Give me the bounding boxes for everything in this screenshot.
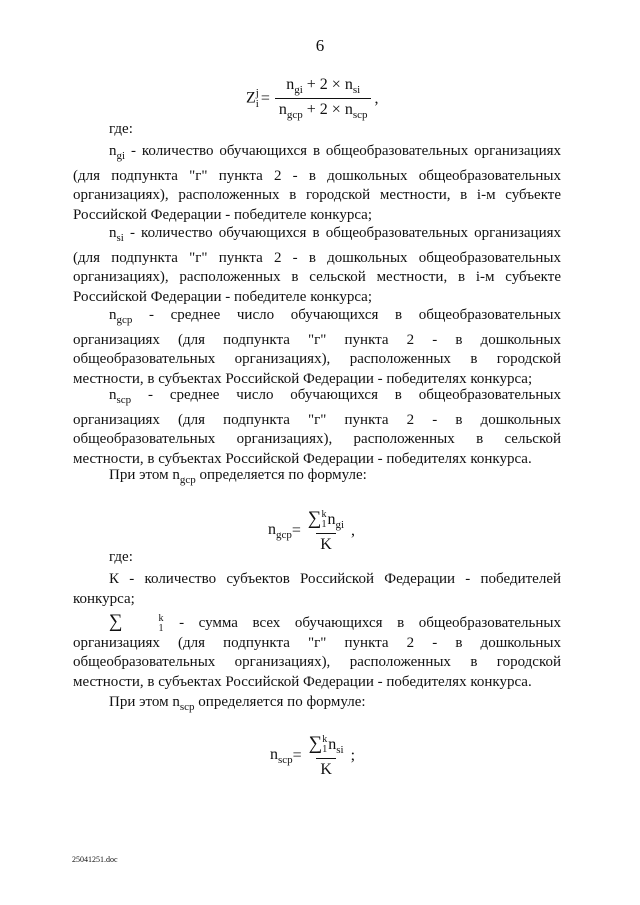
definition-ngcp: $n_{gcp}$ - среднее число обучающихся в общеобразовательных организациях (для подпункта "г" пункта 2 - в дошкольных общеобразовательных организациях), расположенных в городской местности, в субъектах Российской Федерации - победителях конкурса; — [73, 307, 561, 387]
formula-nscp-fraction: ∑ k 1 $n_{si}$ K — [308, 733, 344, 779]
formula-z-lhs: Z j i — [246, 86, 259, 110]
formula-ngcp-fraction: ∑ k 1 $n_{gi}$ K — [307, 508, 345, 554]
formula-z-fraction — [275, 76, 372, 121]
formula-z-numerator: $n_{gi} + 2 \times n_{si}$ — [286, 76, 361, 97]
where-label-2: где: — [109, 549, 133, 565]
formula-z-denominator: $n_{gcp} + 2 \times n_{scp}$ — [275, 98, 372, 121]
definition-sum: ∑ k 1 - сумма всех обучающихся в общеобразовательных организациях (для подпункта "г" пункта 2 - в дошкольных общеобразовательных организациях), расположенных в городской местности, в субъектах Российской Федерации - победителях конкурса. — [73, 611, 561, 690]
where-label-1: где: — [109, 121, 133, 137]
footer-filename: 25041251.doc — [72, 855, 118, 864]
formula-ngcp: $n_{gcp}$ = ∑ k 1 $n_{gi}$ K , — [268, 508, 356, 554]
intro-ngcp-formula: При этом $n_{gcp}$ определяется по формуле: — [109, 467, 367, 486]
page-number: 6 — [315, 36, 325, 55]
formula-nscp: $n_{scp}$ = ∑ k 1 $n_{si}$ K ; — [270, 733, 356, 779]
formula-z: Z j i = $\frac{n_{gi} + 2 \times n_{si}}{n_{gcp} + 2 \times n_{scp}}$ , — [246, 76, 379, 122]
definition-nscp: $n_{scp}$ - среднее число обучающихся в общеобразовательных организациях (для подпункта "г" пункта 2 - в дошкольных общеобразовательных организациях), расположенных в сельской местности, в субъектах Российской Федерации - победителях конкурса. — [73, 387, 561, 467]
definition-ngi: $n_{gi}$ - количество обучающихся в общеобразовательных организациях (для подпункта "г" пункта 2 - в дошкольных общеобразовательных организациях), расположенных в городской местности, в i-м субъекте Российской Федерации - победителе конкурса; — [73, 143, 561, 223]
intro-nscp-formula: При этом $n_{scp}$ определяется по формуле: — [109, 694, 366, 713]
definition-k: К - количество субъектов Российской Федерации - победителей конкурса; — [73, 571, 561, 607]
definition-nsi: $n_{si}$ - количество обучающихся в общеобразовательных организациях (для подпункта "г" пункта 2 - в дошкольных общеобразовательных организациях), расположенных в сельской местности, в i-м субъекте Российской Федерации - победителе конкурса; — [73, 225, 561, 305]
